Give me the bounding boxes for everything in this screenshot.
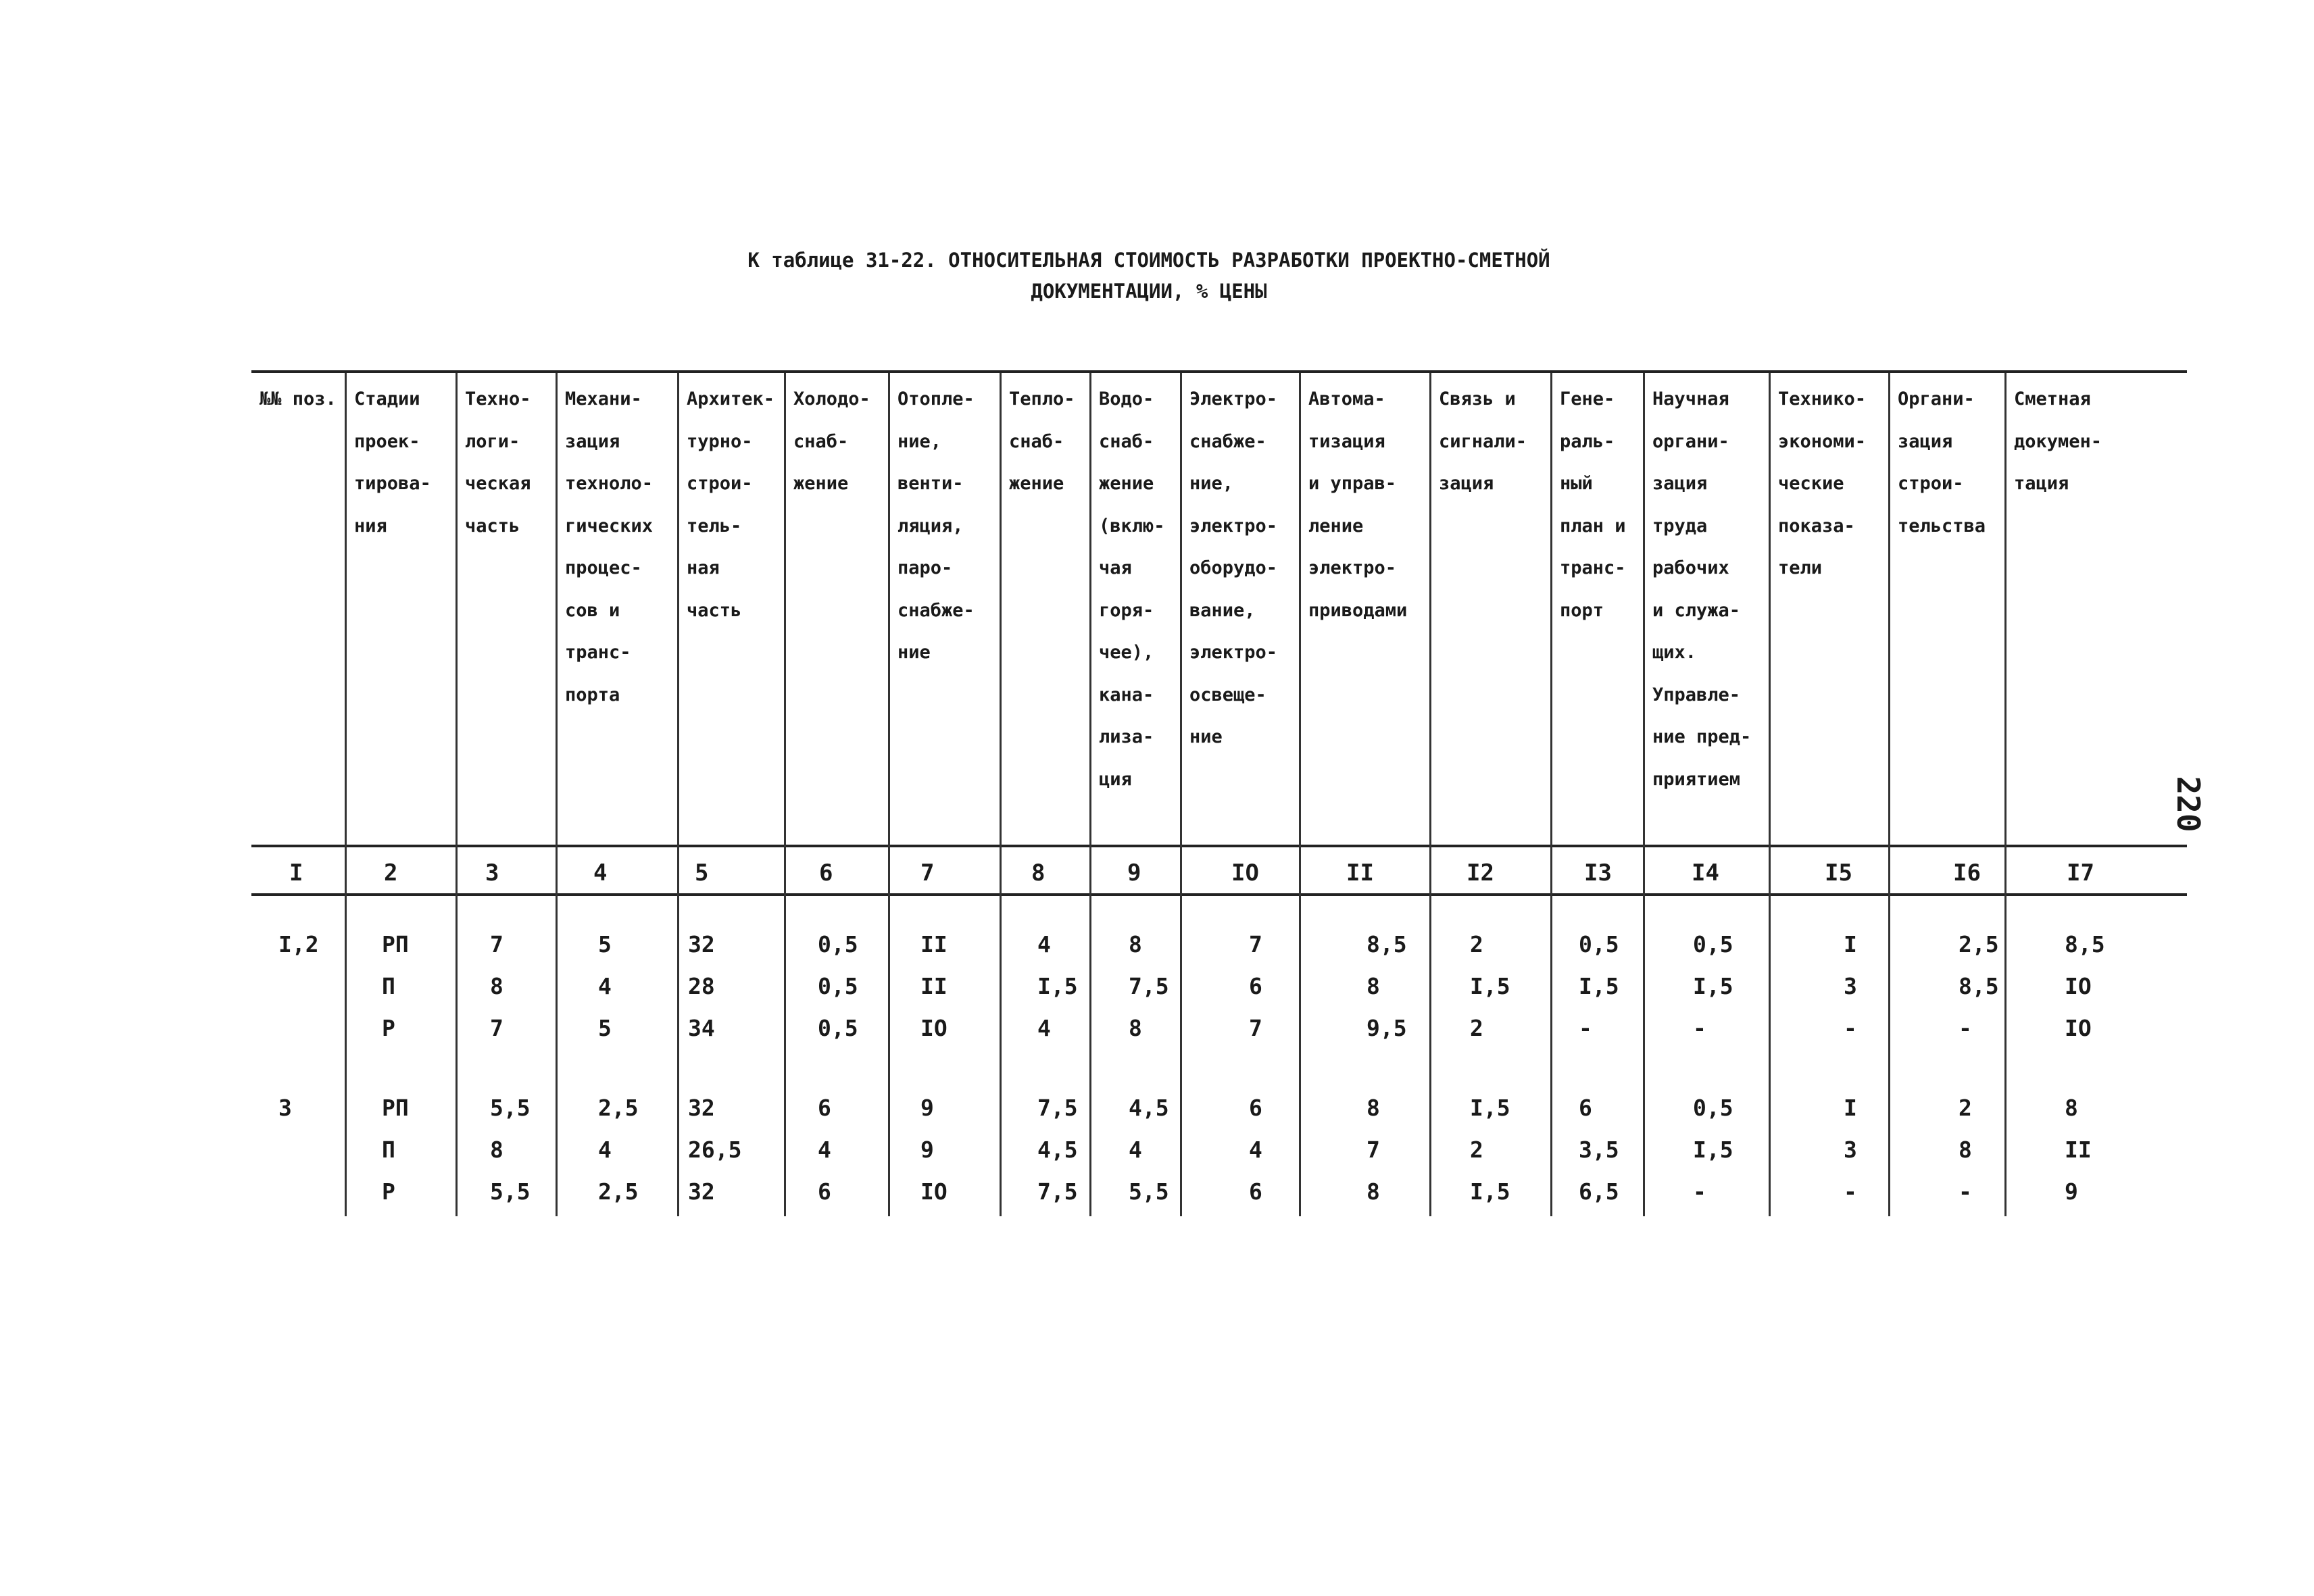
column-divider: [784, 373, 786, 1216]
value-cell: 2: [1959, 1095, 1972, 1121]
column-header: Связь и сигнали- зация: [1439, 389, 1527, 494]
column-header: №№ поз.: [260, 389, 337, 409]
value-cell: 6: [1249, 973, 1262, 999]
value-cell: 0,5: [1693, 1095, 1733, 1121]
column-numbers-rule: [251, 893, 2187, 896]
value-cell: I,5: [1470, 1095, 1510, 1121]
column-number: 3: [485, 859, 499, 887]
value-cell: I,5: [1693, 1137, 1733, 1163]
value-cell: 7: [1249, 931, 1262, 957]
value-cell: -: [1844, 1015, 1857, 1041]
value-cell: 7,5: [1037, 1095, 1078, 1121]
value-cell: 32: [688, 931, 715, 957]
value-cell: 8: [1367, 1178, 1380, 1205]
column-divider: [2004, 373, 2007, 1216]
value-cell: 8: [1367, 973, 1380, 999]
column-divider: [1429, 373, 1431, 1216]
column-header: Электро- снабже- ние, электро- оборудо- вание, электро- освеще- ние: [1189, 389, 1278, 747]
value-cell: 2: [1470, 931, 1483, 957]
column-number: I2: [1467, 859, 1494, 887]
value-cell: 32: [688, 1095, 715, 1121]
position-number: I,2: [278, 931, 319, 957]
value-cell: 8: [490, 973, 503, 999]
value-cell: -: [1844, 1178, 1857, 1205]
value-cell: 8,5: [2065, 931, 2105, 957]
value-cell: 9: [920, 1095, 934, 1121]
value-cell: 2,5: [598, 1178, 639, 1205]
value-cell: 3: [1844, 1137, 1857, 1163]
value-cell: 2,5: [598, 1095, 639, 1121]
stage-cell: Р: [382, 1178, 395, 1205]
title-line-2: ДОКУМЕНТАЦИИ, % ЦЕНЫ: [1031, 280, 1267, 303]
value-cell: 8: [2065, 1095, 2078, 1121]
value-cell: 6: [818, 1178, 831, 1205]
column-number: 9: [1127, 859, 1141, 887]
column-number: I5: [1825, 859, 1852, 887]
column-divider: [1550, 373, 1552, 1216]
value-cell: 0,5: [818, 973, 858, 999]
value-cell: 3,5: [1579, 1137, 1619, 1163]
column-divider: [888, 373, 890, 1216]
value-cell: 5: [598, 1015, 612, 1041]
value-cell: -: [1693, 1178, 1706, 1205]
value-cell: II: [920, 931, 947, 957]
value-cell: 2: [1470, 1015, 1483, 1041]
value-cell: 8: [1959, 1137, 1972, 1163]
value-cell: 8,5: [1959, 973, 1999, 999]
value-cell: I: [1844, 1095, 1857, 1121]
value-cell: 7: [1367, 1137, 1380, 1163]
value-cell: 9: [2065, 1178, 2078, 1205]
value-cell: 28: [688, 973, 715, 999]
column-divider: [1888, 373, 1890, 1216]
value-cell: 8: [490, 1137, 503, 1163]
column-number: IO: [1231, 859, 1259, 887]
value-cell: 9: [920, 1137, 934, 1163]
column-header: Тепло- снаб- жение: [1009, 389, 1075, 494]
value-cell: 4: [598, 1137, 612, 1163]
value-cell: 2: [1470, 1137, 1483, 1163]
column-header: Сметная докумен- тация: [2014, 389, 2102, 494]
value-cell: 0,5: [1579, 931, 1619, 957]
column-header: Научная органи- зация труда рабочих и служа- щих. Управле- ние пред- приятием: [1652, 389, 1752, 790]
value-cell: 7,5: [1037, 1178, 1078, 1205]
value-cell: 6,5: [1579, 1178, 1619, 1205]
value-cell: 32: [688, 1178, 715, 1205]
column-divider: [345, 373, 347, 1216]
value-cell: -: [1959, 1015, 1972, 1041]
value-cell: 8: [1129, 931, 1142, 957]
value-cell: 4: [818, 1137, 831, 1163]
value-cell: I: [1844, 931, 1857, 957]
column-number: I7: [2067, 859, 2094, 887]
value-cell: 26,5: [688, 1137, 742, 1163]
value-cell: 3: [1844, 973, 1857, 999]
column-header: Холодо- снаб- жение: [793, 389, 870, 494]
column-divider: [456, 373, 458, 1216]
column-number: 6: [819, 859, 833, 887]
value-cell: -: [1959, 1178, 1972, 1205]
value-cell: 4: [1037, 1015, 1051, 1041]
value-cell: 4: [1129, 1137, 1142, 1163]
value-cell: IO: [920, 1015, 947, 1041]
value-cell: 8,5: [1367, 931, 1407, 957]
value-cell: 6: [1249, 1178, 1262, 1205]
value-cell: 4,5: [1129, 1095, 1169, 1121]
column-number: I: [289, 859, 303, 887]
column-header: Гене- раль- ный план и транс- порт: [1560, 389, 1626, 621]
column-divider: [556, 373, 558, 1216]
column-header: Водо- снаб- жение (вклю- чая горя- чее), кана- лиза- ция: [1099, 389, 1165, 790]
stage-cell: Р: [382, 1015, 395, 1041]
column-number: 5: [695, 859, 709, 887]
value-cell: 0,5: [818, 1015, 858, 1041]
value-cell: IO: [2065, 973, 2092, 999]
column-header: Стадии проек- тирова- ния: [354, 389, 431, 537]
value-cell: 7: [490, 931, 503, 957]
table-top-rule: [251, 370, 2187, 373]
value-cell: 5,5: [490, 1095, 531, 1121]
stage-cell: РП: [382, 1095, 409, 1121]
value-cell: 0,5: [818, 931, 858, 957]
column-header: Архитек- турно- строи- тель- ная часть: [687, 389, 775, 621]
position-number: 3: [278, 1095, 292, 1121]
value-cell: 5,5: [490, 1178, 531, 1205]
column-divider: [1180, 373, 1182, 1216]
value-cell: 4,5: [1037, 1137, 1078, 1163]
value-cell: 5,5: [1129, 1178, 1169, 1205]
column-header: Технико- экономи- ческие показа- тели: [1778, 389, 1867, 578]
column-divider: [1769, 373, 1771, 1216]
value-cell: 6: [1249, 1095, 1262, 1121]
column-divider: [1643, 373, 1645, 1216]
column-header: Отопле- ние, венти- ляция, паро- снабже- ние: [897, 389, 975, 663]
stage-cell: РП: [382, 931, 409, 957]
value-cell: I,5: [1037, 973, 1078, 999]
column-header: Автома- тизация и управ- ление электро- приводами: [1308, 389, 1408, 621]
value-cell: II: [920, 973, 947, 999]
column-header: Органи- зация строи- тельства: [1898, 389, 1986, 537]
stage-cell: П: [382, 973, 395, 999]
stage-cell: П: [382, 1137, 395, 1163]
value-cell: 4: [1037, 931, 1051, 957]
column-number: 2: [384, 859, 398, 887]
header-bottom-rule: [251, 845, 2187, 847]
column-divider: [677, 373, 679, 1216]
value-cell: 7,5: [1129, 973, 1169, 999]
value-cell: -: [1693, 1015, 1706, 1041]
value-cell: I,5: [1470, 973, 1510, 999]
column-number: 4: [593, 859, 608, 887]
value-cell: I,5: [1579, 973, 1619, 999]
value-cell: 4: [598, 973, 612, 999]
value-cell: 2,5: [1959, 931, 1999, 957]
column-header: Техно- логи- ческая часть: [465, 389, 531, 537]
column-number: II: [1346, 859, 1374, 887]
value-cell: 6: [818, 1095, 831, 1121]
column-number: I4: [1692, 859, 1719, 887]
table-title: [676, 245, 1622, 307]
column-number: I6: [1953, 859, 1981, 887]
value-cell: 0,5: [1693, 931, 1733, 957]
value-cell: 7: [1249, 1015, 1262, 1041]
value-cell: I,5: [1693, 973, 1733, 999]
value-cell: 5: [598, 931, 612, 957]
value-cell: 34: [688, 1015, 715, 1041]
column-number: 7: [920, 859, 935, 887]
value-cell: 7: [490, 1015, 503, 1041]
value-cell: -: [1579, 1015, 1592, 1041]
value-cell: 8: [1129, 1015, 1142, 1041]
column-divider: [1299, 373, 1301, 1216]
value-cell: IO: [2065, 1015, 2092, 1041]
value-cell: 9,5: [1367, 1015, 1407, 1041]
value-cell: II: [2065, 1137, 2092, 1163]
value-cell: I,5: [1470, 1178, 1510, 1205]
value-cell: IO: [920, 1178, 947, 1205]
column-number: 8: [1031, 859, 1045, 887]
value-cell: 4: [1249, 1137, 1262, 1163]
column-divider: [1089, 373, 1091, 1216]
title-line-1: К таблице 31-22. ОТНОСИТЕЛЬНАЯ СТОИМОСТЬ РАЗРАБОТКИ ПРОЕКТНО-СМЕТНОЙ: [747, 249, 1550, 272]
value-cell: 8: [1367, 1095, 1380, 1121]
column-header: Механи- зация техноло- гических процес- сов и транс- порта: [565, 389, 654, 705]
column-number: I3: [1584, 859, 1612, 887]
value-cell: 6: [1579, 1095, 1592, 1121]
page-number: 220: [2170, 776, 2207, 832]
column-divider: [1000, 373, 1002, 1216]
